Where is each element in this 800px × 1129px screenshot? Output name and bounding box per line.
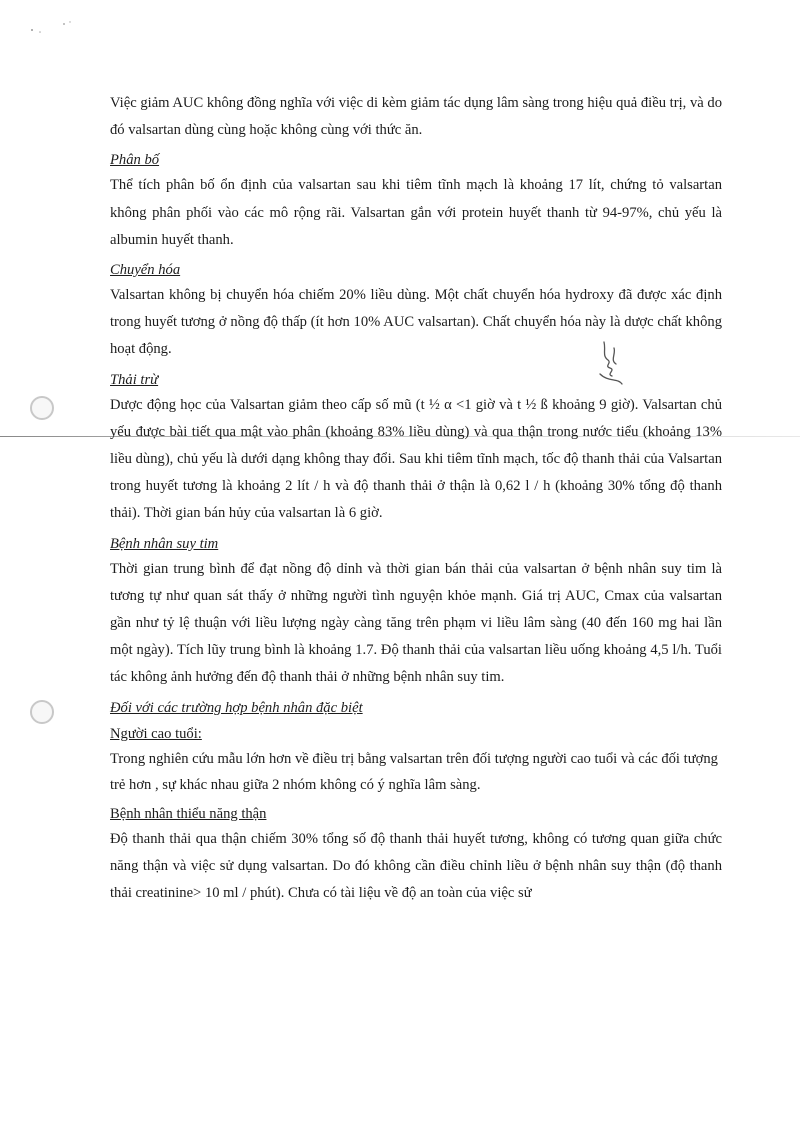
punch-hole-top	[30, 396, 54, 420]
heading-metabolism: Chuyển hóa	[110, 262, 181, 279]
heading-renal-impairment: Bệnh nhân thiểu năng thận	[110, 805, 267, 822]
paragraph-auc: Việc giảm AUC không đồng nghĩa với việc di kèm giảm tác dụng lâm sàng trong hiệu quả điều trị, và do đó valsartan dùng cùng hoặc không cùng với thức ăn.	[110, 95, 722, 139]
paragraph-heart-failure: Thời gian trung bình để đạt nồng độ dỉnh và thời gian bán thải của valsartan ở bệnh nhân suy tim là tương tự như quan sát thấy ở những người tình nguyện khỏe mạnh. Giá trị AUC, Cmax của valsartan gần như tỷ lệ thuận với liều lượng ngày càng tăng trên phạm vi liều lâm sàng (40 đến 160 mg hai lần một ngày). Tích lũy trung bình là khoảng 1.7. Độ thanh thải của valsartan liều uống khoảng 4,5 l/h. Tuổi tác không ảnh hưởng đến độ thanh thải ở những bệnh nhân suy tim.	[110, 560, 722, 686]
heading-heart-failure: Bệnh nhân suy tim	[110, 535, 219, 552]
paragraph-renal-impairment: Độ thanh thải qua thận chiếm 30% tổng số độ thanh thải huyết tương, không có tương quan giữa chức năng thận và việc sử dụng valsartan. Do đó không cần điều chỉnh liều ở bệnh nhân suy thận (độ thanh thải creatinine> 10 ml / phút). Chưa có tài liệu về độ an toàn của việc sử	[110, 830, 722, 902]
paragraph-metabolism: Valsartan không bị chuyển hóa chiếm 20% liều dùng. Một chất chuyển hóa hydroxy đã được xác định trong huyết tương ở nồng độ thấp (ít hơn 10% AUC valsartan). Chất chuyển hóa này là dược chất không hoạt động.	[110, 287, 722, 358]
paragraph-elimination: Dược động học của Valsartan giảm theo cấp số mũ (t ½ α <1 giờ và t ½ ß khoảng 9 giờ). Valsartan chủ yếu được bài tiết qua mật vào phân (khoảng 83% liều dùng) và qua thận trong nước tiểu (khoảng 13% liều dùng), chủ yếu là dưới dạng không thay đổi. Sau khi tiêm tĩnh mạch, tốc độ thanh thải của Valsartan trong huyết tương là khoảng 2 lít / h và độ thanh thải ở thận là 0,62 l / h (khoảng 30% tổng độ thanh thải). Thời gian bán hủy của valsartan là 6 giờ.	[110, 396, 722, 522]
paragraph-distribution: Thể tích phân bố ổn định của valsartan sau khi tiêm tĩnh mạch là khoảng 17 lít, chứng tỏ valsartan không phân phối vào các mô rộng rãi. Valsartan gắn với protein huyết thanh từ 94-97%, chủ yếu là albumin huyết thanh.	[110, 177, 722, 248]
heading-distribution: Phân bố	[110, 152, 160, 169]
heading-elimination: Thải trừ	[110, 371, 159, 388]
punch-hole-bottom	[30, 700, 54, 724]
heading-special-cases: Đối với các trường hợp bệnh nhân đặc biệt	[110, 699, 363, 716]
scan-specks	[28, 18, 78, 38]
paragraph-elderly: Trong nghiên cứu mẫu lớn hơn về điều trị bằng valsartan trên đối tượng người cao tuổi và các đối tượng trẻ hơn , sự khác nhau giữa 2 nhóm không có ý nghĩa lâm sàng.	[110, 750, 718, 793]
heading-elderly: Người cao tuổi:	[110, 725, 202, 742]
document-body	[110, 90, 722, 907]
